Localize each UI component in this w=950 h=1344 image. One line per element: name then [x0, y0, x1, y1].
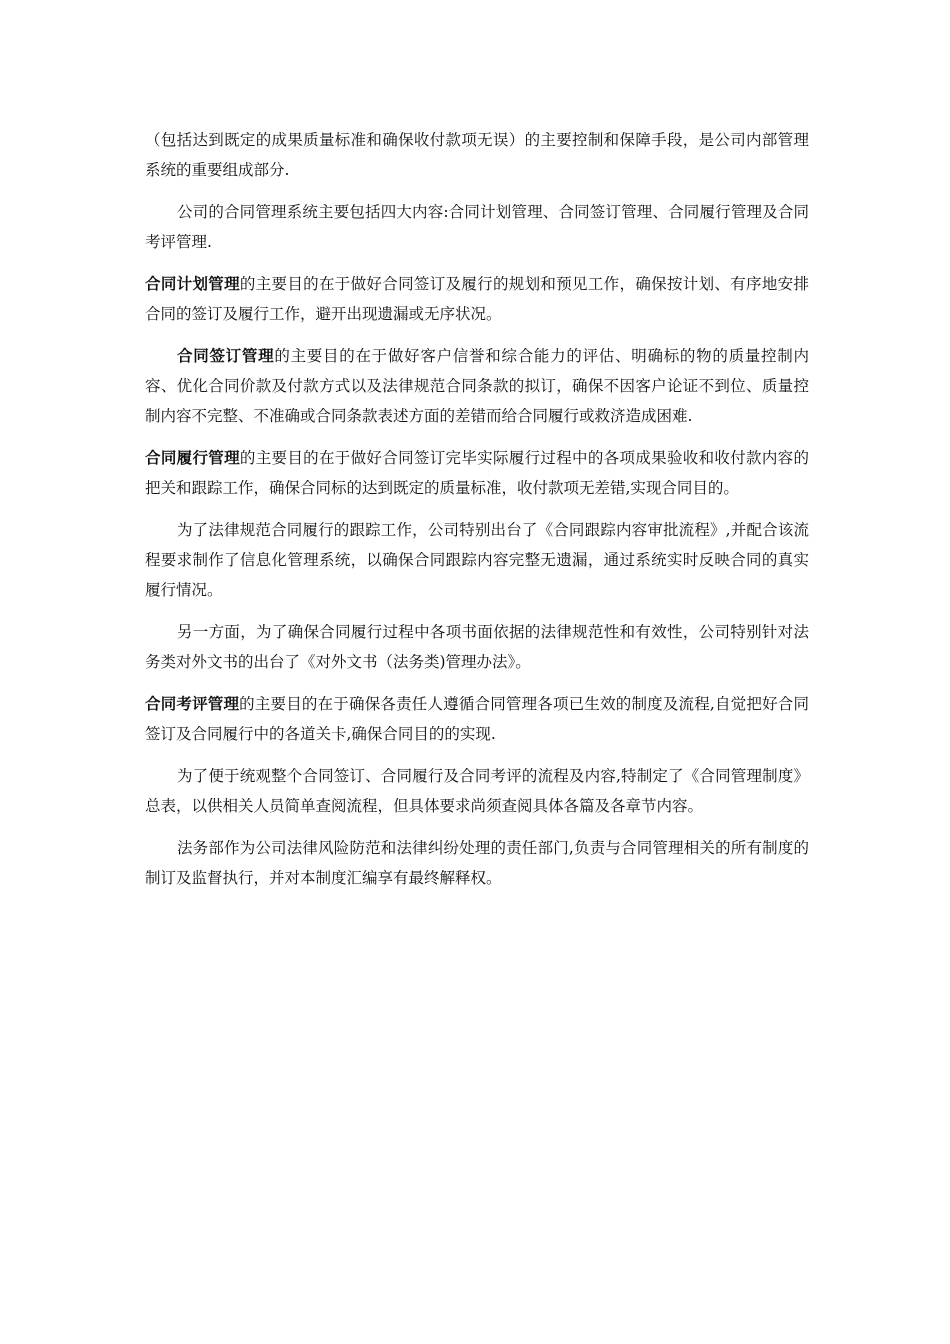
- paragraph-text: 的主要目的在于做好客户信誉和综合能力的评估、明确标的物的质量控制内容、优化合同价款及付款方式以及法律规范合同条款的拟订，确保不因客户论证不到位、质量控制内容不完整、不准确或合同条款表述方面的差错而给合同履行或救济造成困难.: [145, 347, 809, 425]
- paragraph-4: [145, 341, 809, 431]
- term-contract-signing: 合同签订管理: [177, 347, 275, 365]
- paragraph-text: 的主要目的在于确保各责任人遵循合同管理各项已生效的制度及流程,自觉把好合同签订及合同履行中的各道关卡,确保合同目的的实现.: [145, 695, 809, 743]
- paragraph-text: 法务部作为公司法律风险防范和法律纠纷处理的责任部门,负责与合同管理相关的所有制度的制订及监督执行，并对本制度汇编享有最终解释权。: [145, 839, 809, 887]
- paragraph-text: （包括达到既定的成果质量标准和确保收付款项无误）的主要控制和保障手段，是公司内部管理系统的重要组成部分.: [145, 131, 809, 179]
- paragraph-text: 的主要目的在于做好合同签订完毕实际履行过程中的各项成果验收和收付款内容的把关和跟踪工作，确保合同标的达到既定的质量标准，收付款项无差错,实现合同目的。: [145, 449, 809, 497]
- document-page: [145, 125, 809, 905]
- paragraph-text: 为了便于统观整个合同签订、合同履行及合同考评的流程及内容,特制定了《合同管理制度》总表，以供相关人员简单查阅流程，但具体要求尚须查阅具体各篇及各章节内容。: [145, 767, 809, 815]
- paragraph-10: [145, 833, 809, 893]
- paragraph-5: [145, 443, 809, 503]
- paragraph-text: 公司的合同管理系统主要包括四大内容:合同计划管理、合同签订管理、合同履行管理及合同考评管理.: [145, 203, 809, 251]
- paragraph-text: 的主要目的在于做好合同签订及履行的规划和预见工作，确保按计划、有序地安排合同的签订及履行工作，避开出现遗漏或无序状况。: [145, 275, 809, 323]
- paragraph-1: [145, 125, 809, 185]
- term-contract-planning: 合同计划管理: [145, 275, 240, 293]
- paragraph-3: [145, 269, 809, 329]
- paragraph-2: [145, 197, 809, 257]
- paragraph-7: [145, 617, 809, 677]
- term-contract-performance: 合同履行管理: [145, 449, 240, 467]
- paragraph-9: [145, 761, 809, 821]
- paragraph-6: [145, 515, 809, 605]
- paragraph-text: 为了法律规范合同履行的跟踪工作，公司特别出台了《合同跟踪内容审批流程》,并配合该流程要求制作了信息化管理系统，以确保合同跟踪内容完整无遗漏，通过系统实时反映合同的真实履行情况。: [145, 521, 809, 599]
- paragraph-text: 另一方面，为了确保合同履行过程中各项书面依据的法律规范性和有效性，公司特别针对法务类对外文书的出台了《对外文书（法务类)管理办法》。: [145, 623, 809, 671]
- paragraph-8: [145, 689, 809, 749]
- term-contract-evaluation: 合同考评管理: [145, 695, 240, 713]
